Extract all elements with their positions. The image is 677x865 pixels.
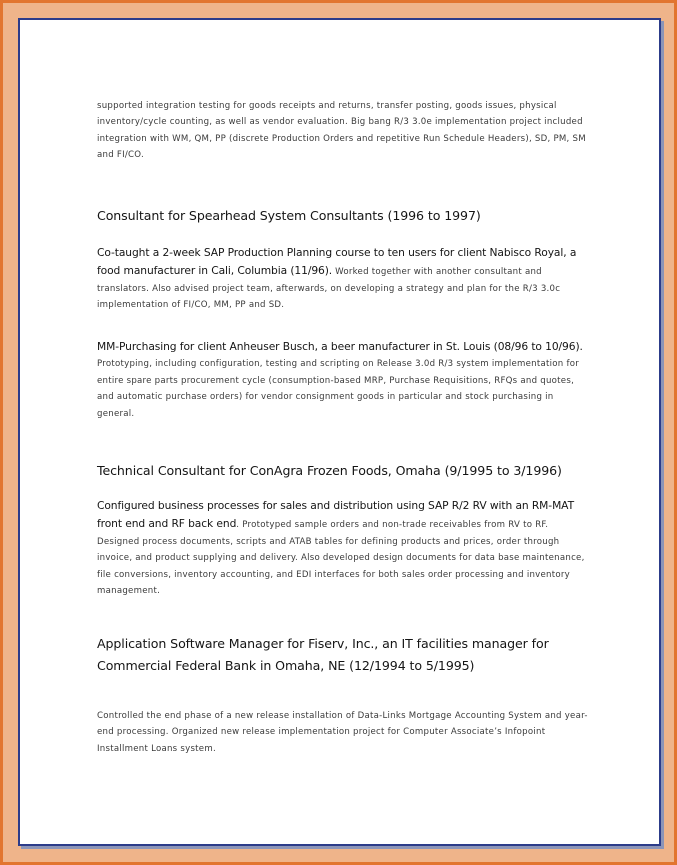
section-spearhead — [97, 205, 592, 227]
outer-frame — [3, 3, 674, 862]
item-nabisco — [97, 244, 592, 314]
section-conagra — [97, 460, 592, 482]
item-lead: Co-taught a 2-week SAP Production Planning course to ten users for client Nabisco Royal, a food manufacturer in Cali, Columbia (11/96). — [97, 246, 577, 278]
item-fiserv — [97, 708, 592, 757]
item-paragraph — [97, 497, 592, 599]
item-anheuser-busch — [97, 338, 592, 422]
section-heading: Application Software Manager for Fiserv, Inc., an IT facilities manager for Commercial Federal Bank in Omaha, NE (12/1994 to 5/1995) — [97, 636, 549, 673]
item-paragraph — [97, 244, 592, 314]
item-text: Worked together with another consultant and translators. Also advised project team, afterwards, on developing a strategy and plan for the R/3 3.0c implementation of FI/CO, MM, PP and SD. — [97, 267, 561, 311]
section-heading: Consultant for Spearhead System Consultants (1996 to 1997) — [97, 208, 481, 223]
item-text: . Prototyped sample orders and non-trade receivables from RV to RF. Designed process documents, scripts and ATAB tables for defining products and prices, order through invoice, and product supplying and delivery. Also developed design documents for data base maintenance, file conversions, inventory accounting, and EDI interfaces for both sales order processing and inventory management. — [97, 520, 585, 597]
item-paragraph: Controlled the end phase of a new release installation of Data-Links Mortgage Accounting System and year-end processing. Organized new release implementation project for Computer Associate’s Infopoint Installment Loans system. — [97, 711, 588, 754]
section-heading: Technical Consultant for ConAgra Frozen Foods, Omaha (9/1995 to 3/1996) — [97, 463, 562, 478]
section-fiserv — [97, 633, 592, 677]
intro-paragraph: supported integration testing for goods receipts and returns, transfer posting, goods issues, physical inventory/cycle counting, as well as vendor evaluation. Big bang R/3 3.0e implementation project included integration with WM, QM, PP (discrete Production Orders and repetitive Run Schedule Headers), SD, PM, SM and FI/CO. — [97, 101, 586, 161]
item-conagra — [97, 497, 592, 599]
item-lead: MM-Purchasing for client Anheuser Busch, a beer manufacturer in St. Louis (08/96 to 10/96). — [97, 340, 583, 353]
item-paragraph — [97, 338, 592, 422]
intro-block — [97, 98, 592, 164]
item-lead: Configured business processes for sales and distribution using SAP R/2 RV with an RM-MAT front end and RF back end — [97, 499, 574, 531]
document-page — [18, 18, 661, 846]
item-text: Prototyping, including configuration, testing and scripting on Release 3.0d R/3 system implementation for entire spare parts procurement cycle (consumption-based MRP, Purchase Requisitions, RFQs and quotes, and automatic purchase orders) for vendor consignment goods in particular and stock purchasing in general. — [97, 359, 580, 419]
